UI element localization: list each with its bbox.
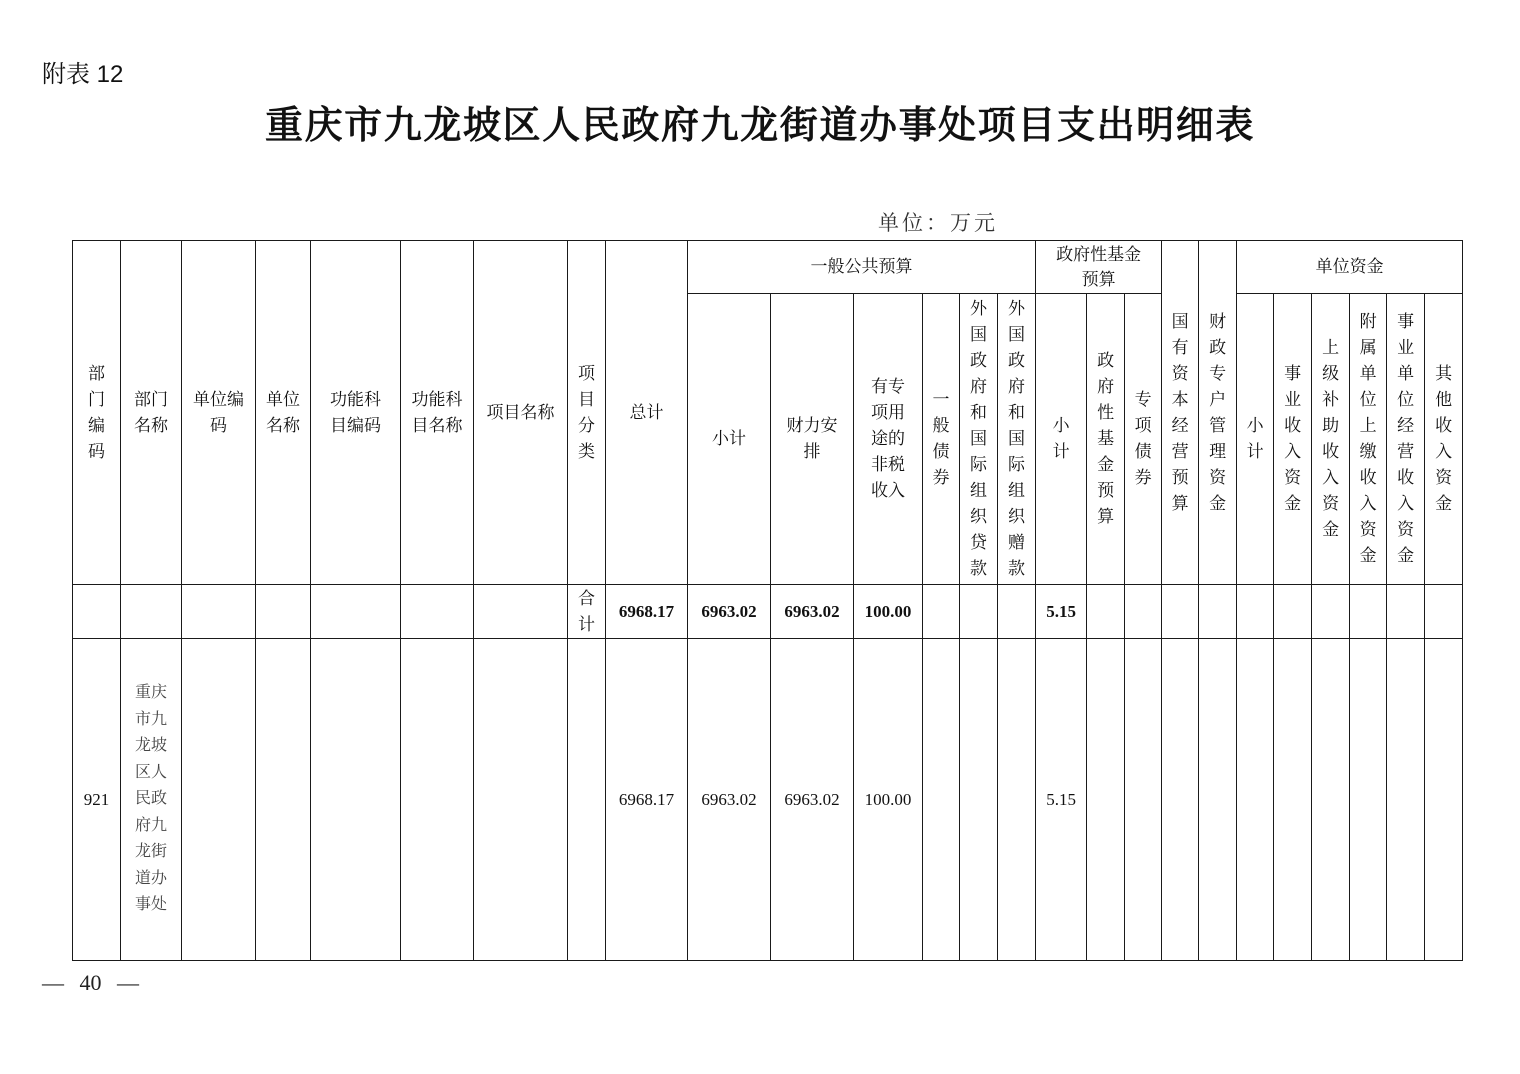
empty-cell xyxy=(1425,639,1463,961)
header-func-subject-code xyxy=(311,241,401,585)
empty-cell xyxy=(182,585,256,639)
row-gpb-special-nontax-cell xyxy=(854,639,923,961)
header-uf-operating-income-label: 事 业 单 位 经 营 收 入 资 金 xyxy=(1397,312,1415,565)
row-gfb-subtotal-cell xyxy=(1036,639,1087,961)
group-header-government-fund-budget xyxy=(1036,241,1162,294)
header-func-subject-name-label: 功能科 目名称 xyxy=(411,389,463,435)
header-gpb-financial-arrangement xyxy=(771,294,854,585)
empty-cell xyxy=(1162,585,1199,639)
header-uf-other-income xyxy=(1425,294,1463,585)
header-gfb-subtotal-label: 小 计 xyxy=(1052,416,1070,461)
empty-cell xyxy=(960,639,998,961)
group-header-unit-funds xyxy=(1237,241,1463,294)
header-gfb-fund-budget-label: 政 府 性 基 金 预 算 xyxy=(1097,351,1115,526)
group-header-government-fund-budget-label: 政府性基金 预算 xyxy=(1056,244,1142,289)
header-state-capital-budget-label: 国 有 资 本 经 营 预 算 xyxy=(1171,311,1189,513)
empty-cell xyxy=(1350,639,1387,961)
total-gpb-financial-arrangement-cell xyxy=(771,585,854,639)
header-func-subject-name xyxy=(401,241,474,585)
empty-cell xyxy=(1274,639,1312,961)
empty-cell xyxy=(1125,639,1162,961)
empty-cell xyxy=(1387,639,1425,961)
empty-cell xyxy=(1274,585,1312,639)
header-gfb-fund-budget xyxy=(1087,294,1125,585)
total-gpb-special-nontax-cell xyxy=(854,585,923,639)
header-unit-name xyxy=(256,241,311,585)
row-gpb-financial-arrangement-cell xyxy=(771,639,854,961)
header-gpb-subtotal-label: 小计 xyxy=(712,429,746,448)
total-row xyxy=(73,585,1463,639)
page-number: — 40 — xyxy=(42,970,139,995)
empty-cell xyxy=(256,639,311,961)
empty-cell xyxy=(121,585,182,639)
header-gpb-subtotal xyxy=(688,294,771,585)
dept-code: 921 xyxy=(83,789,110,809)
header-dept-code-label: 部 门 编 码 xyxy=(88,363,105,461)
header-gfb-subtotal xyxy=(1036,294,1087,585)
project-expenditure-table xyxy=(72,240,1463,961)
header-dept-name xyxy=(121,241,182,585)
header-project-category xyxy=(568,241,606,585)
empty-cell xyxy=(1237,585,1274,639)
total-gpb-financial-arrangement-value: 6963.02 xyxy=(784,601,840,621)
empty-cell xyxy=(1237,639,1274,961)
page-title: 重庆市九龙坡区人民政府九龙街道办事处项目支出明细表 xyxy=(264,105,1255,147)
header-gpb-foreign-loans-label: 外 国 政 府 和 国 际 组 织 贷 款 xyxy=(970,299,987,578)
empty-cell xyxy=(1312,639,1350,961)
header-total xyxy=(606,241,688,585)
header-uf-subtotal xyxy=(1237,294,1274,585)
empty-cell xyxy=(1387,585,1425,639)
total-label-cell xyxy=(568,585,606,639)
empty-cell xyxy=(311,585,401,639)
total-gfb-subtotal-value: 5.15 xyxy=(1046,601,1076,621)
header-unit-name-label: 单位 名称 xyxy=(266,389,300,435)
header-gpb-special-nontax xyxy=(854,294,923,585)
dept-name: 重庆 市九 龙坡 区人 民政 府九 龙街 道办 事处 xyxy=(134,684,167,914)
empty-cell xyxy=(401,639,474,961)
empty-cell xyxy=(1087,639,1125,961)
row-gpb-subtotal-value: 6963.02 xyxy=(701,789,757,809)
empty-cell xyxy=(1312,585,1350,639)
header-gfb-special-bonds xyxy=(1125,294,1162,585)
header-gpb-foreign-grants-label: 外 国 政 府 和 国 际 组 织 赠 款 xyxy=(1008,299,1026,578)
header-uf-operating-income xyxy=(1387,294,1425,585)
empty-cell xyxy=(923,585,960,639)
total-gpb-subtotal-cell xyxy=(688,585,771,639)
header-gpb-financial-arrangement-label: 财力安 排 xyxy=(786,416,838,461)
header-func-subject-code-label: 功能科 目编码 xyxy=(330,389,381,435)
empty-cell xyxy=(1350,585,1387,639)
header-gpb-foreign-loans xyxy=(960,294,998,585)
empty-cell xyxy=(1087,585,1125,639)
header-dept-name-label: 部门 名称 xyxy=(134,389,168,435)
row-total-cell xyxy=(606,639,688,961)
header-total-label: 总计 xyxy=(629,402,664,422)
group-header-general-public-budget-label: 一般公共预算 xyxy=(810,257,913,276)
header-unit-code xyxy=(182,241,256,585)
empty-cell xyxy=(311,639,401,961)
header-fiscal-account-funds-label: 财 政 专 户 管 理 资 金 xyxy=(1209,311,1227,513)
empty-cell xyxy=(73,585,121,639)
empty-cell xyxy=(1199,639,1237,961)
header-gpb-special-nontax-label: 有专 项用 途的 非税 收入 xyxy=(871,377,905,500)
header-dept-code xyxy=(73,241,121,585)
header-uf-affiliate-payment-label: 附 属 单 位 上 缴 收 入 资 金 xyxy=(1359,312,1377,565)
header-uf-affiliate-payment xyxy=(1350,294,1387,585)
total-label: 合 计 xyxy=(578,588,595,634)
header-uf-subtotal-label: 小 计 xyxy=(1246,416,1264,461)
header-uf-business-income-label: 事 业 收 入 资 金 xyxy=(1284,364,1302,513)
row-gpb-subtotal-cell xyxy=(688,639,771,961)
table-row xyxy=(73,639,1463,961)
attachment-label: 附表 12 xyxy=(42,61,124,88)
empty-cell xyxy=(998,639,1036,961)
header-project-name xyxy=(474,241,568,585)
total-gfb-subtotal-cell xyxy=(1036,585,1087,639)
total-total-cell xyxy=(606,585,688,639)
header-uf-other-income-label: 其 他 收 入 资 金 xyxy=(1435,364,1453,513)
empty-cell xyxy=(1199,585,1237,639)
header-uf-business-income xyxy=(1274,294,1312,585)
header-uf-superior-subsidy-label: 上 级 补 助 收 入 资 金 xyxy=(1322,338,1340,539)
total-total-value: 6968.17 xyxy=(618,601,675,621)
empty-cell xyxy=(1162,639,1199,961)
empty-cell xyxy=(1425,585,1463,639)
empty-cell xyxy=(568,639,606,961)
header-row-top xyxy=(73,241,1463,294)
header-gpb-general-bonds-label: 一 般 债 券 xyxy=(932,390,950,487)
row-total-value: 6968.17 xyxy=(618,789,675,809)
empty-cell xyxy=(256,585,311,639)
empty-cell xyxy=(182,639,256,961)
header-unit-code-label: 单位编 码 xyxy=(193,389,244,435)
empty-cell xyxy=(923,639,960,961)
total-gpb-special-nontax-value: 100.00 xyxy=(864,601,912,621)
group-header-unit-funds-label: 单位资金 xyxy=(1315,257,1384,276)
empty-cell xyxy=(401,585,474,639)
header-gpb-foreign-grants xyxy=(998,294,1036,585)
header-fiscal-account-funds xyxy=(1199,241,1237,585)
header-gfb-special-bonds-label: 专 项 债 券 xyxy=(1134,390,1152,487)
dept-code-cell xyxy=(73,639,121,961)
total-gpb-subtotal-value: 6963.02 xyxy=(701,601,757,621)
dept-name-cell xyxy=(121,639,182,961)
unit-label: 单位：万元 xyxy=(878,211,998,235)
row-gfb-subtotal-value: 5.15 xyxy=(1046,789,1076,809)
row-gpb-special-nontax-value: 100.00 xyxy=(864,789,912,809)
header-project-category-label: 项 目 分 类 xyxy=(578,363,595,461)
empty-cell xyxy=(474,639,568,961)
header-project-name-label: 项目名称 xyxy=(486,402,555,422)
row-gpb-financial-arrangement-value: 6963.02 xyxy=(784,789,840,809)
header-state-capital-budget xyxy=(1162,241,1199,585)
group-header-general-public-budget xyxy=(688,241,1036,294)
header-uf-superior-subsidy xyxy=(1312,294,1350,585)
empty-cell xyxy=(1125,585,1162,639)
header-gpb-general-bonds xyxy=(923,294,960,585)
empty-cell xyxy=(474,585,568,639)
empty-cell xyxy=(960,585,998,639)
empty-cell xyxy=(998,585,1036,639)
